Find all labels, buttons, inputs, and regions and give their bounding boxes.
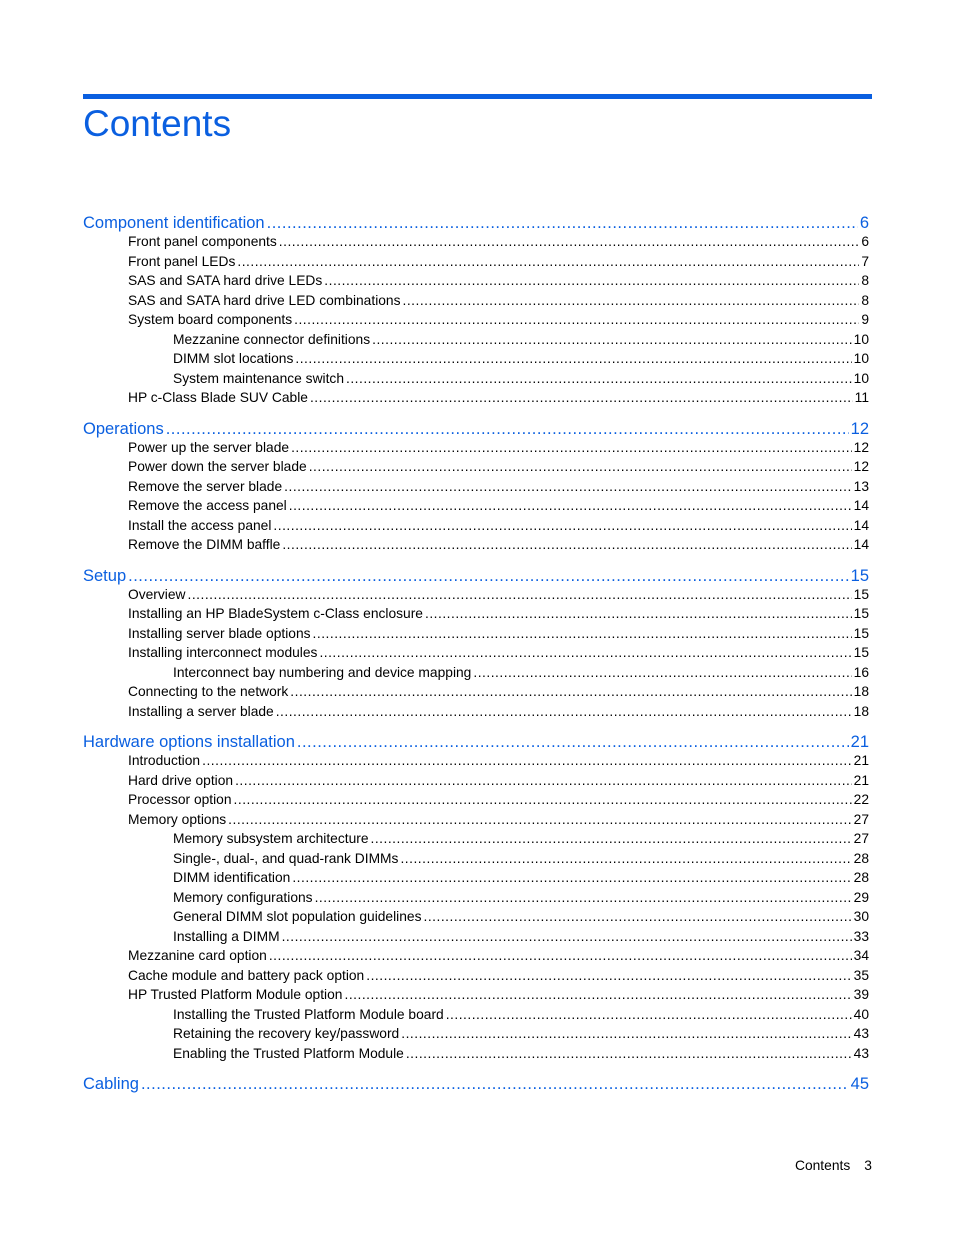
toc-section-entry[interactable] — [83, 293, 869, 313]
toc-entry-title: Processor option — [128, 792, 232, 807]
toc-dot-leader — [128, 567, 849, 586]
toc-section-entry[interactable] — [83, 626, 869, 646]
toc-dot-leader — [235, 773, 852, 788]
toc-dot-leader — [400, 851, 851, 866]
toc-entry-title: Overview — [128, 586, 186, 602]
toc-entry-page: 30 — [853, 909, 869, 924]
toc-entry-title: Remove the access panel — [128, 498, 287, 513]
toc-entry-title: Installing the Trusted Platform Module board — [173, 1006, 444, 1022]
toc-chapter-entry[interactable] — [83, 567, 869, 587]
toc-entry-title: Power up the server blade — [128, 439, 290, 455]
toc-section-entry[interactable] — [83, 987, 869, 1007]
toc-entry-page: 34 — [853, 948, 869, 963]
toc-dot-leader — [166, 420, 849, 439]
toc-entry-page: 10 — [853, 331, 869, 347]
toc-section-entry[interactable] — [83, 498, 869, 518]
toc-entry-page: 12 — [853, 439, 869, 455]
toc-entry-page: 22 — [853, 792, 869, 807]
toc-section-entry[interactable] — [83, 684, 869, 704]
toc-entry-title: Operations — [83, 419, 164, 438]
toc-dot-leader — [282, 537, 851, 552]
toc-entry-title: Memory subsystem architecture — [173, 831, 369, 846]
page-title: Contents — [83, 103, 232, 144]
page-footer — [795, 1158, 872, 1173]
toc-dot-leader — [372, 332, 852, 347]
toc-dot-leader — [366, 968, 851, 983]
toc-section-entry[interactable] — [83, 273, 869, 293]
table-of-contents — [83, 214, 869, 1095]
toc-dot-leader — [344, 987, 851, 1002]
toc-section-entry[interactable] — [83, 645, 869, 665]
toc-entry-title: Installing a DIMM — [173, 928, 280, 944]
toc-dot-leader — [273, 518, 851, 533]
toc-entry-page: 13 — [853, 478, 869, 494]
toc-entry-page: 15 — [853, 606, 869, 621]
toc-entry-title: Installing an HP BladeSystem c-Class enclosure — [128, 606, 423, 621]
toc-entry-page: 16 — [853, 664, 869, 680]
toc-dot-leader — [279, 234, 860, 249]
toc-entry-title: General DIMM slot population guidelines — [173, 909, 422, 924]
footer-label: Contents — [795, 1158, 851, 1173]
toc-entry-title: Introduction — [128, 753, 201, 768]
toc-entry-title: Memory options — [128, 811, 227, 827]
toc-dot-leader — [473, 665, 851, 680]
toc-entry-page: 15 — [853, 645, 869, 660]
toc-section-entry[interactable] — [83, 518, 869, 538]
toc-dot-leader — [289, 498, 852, 513]
toc-dot-leader — [297, 733, 849, 752]
toc-subsection-entry[interactable] — [83, 870, 869, 890]
toc-entry-title: Remove the DIMM baffle — [128, 537, 281, 552]
toc-entry-title: System maintenance switch — [173, 370, 344, 386]
toc-subsection-entry[interactable] — [83, 909, 869, 929]
toc-dot-leader — [284, 479, 851, 494]
toc-dot-leader — [313, 626, 852, 641]
toc-dot-leader — [346, 371, 852, 386]
toc-entry-title: Hardware options installation — [83, 733, 295, 751]
toc-section-entry[interactable] — [83, 812, 869, 832]
toc-entry-page: 43 — [853, 1026, 869, 1041]
toc-dot-leader — [403, 293, 860, 308]
header-rule — [83, 94, 872, 99]
toc-entry-title: System board components — [128, 312, 293, 327]
toc-entry-title: SAS and SATA hard drive LEDs — [128, 273, 323, 288]
toc-dot-leader — [310, 390, 853, 405]
toc-entry-title: Cache module and battery pack option — [128, 967, 365, 983]
toc-dot-leader — [406, 1046, 852, 1061]
toc-entry-title: DIMM identification — [173, 870, 291, 885]
toc-entry-page: 35 — [853, 967, 869, 983]
toc-entry-page: 21 — [850, 733, 869, 751]
toc-section-entry[interactable] — [83, 390, 869, 410]
toc-chapter-entry[interactable] — [83, 733, 869, 753]
toc-subsection-entry[interactable] — [83, 371, 869, 391]
toc-dot-leader — [292, 870, 851, 885]
toc-subsection-entry[interactable] — [83, 851, 869, 871]
toc-section-entry[interactable] — [83, 459, 869, 479]
toc-entry-page: 7 — [861, 253, 869, 269]
toc-entry-page: 28 — [853, 850, 869, 866]
toc-entry-title: HP Trusted Platform Module option — [128, 987, 343, 1002]
toc-section-entry[interactable] — [83, 968, 869, 988]
toc-entry-page: 6 — [861, 234, 869, 249]
toc-dot-leader — [234, 792, 852, 807]
toc-entry-title: Remove the server blade — [128, 478, 283, 494]
toc-section-entry[interactable] — [83, 440, 869, 460]
toc-section-entry[interactable] — [83, 948, 869, 968]
toc-section-entry[interactable] — [83, 792, 869, 812]
toc-dot-leader — [371, 831, 852, 846]
toc-dot-leader — [188, 587, 852, 602]
toc-entry-page: 40 — [853, 1006, 869, 1022]
toc-entry-page: 8 — [861, 292, 869, 308]
toc-dot-leader — [141, 1075, 849, 1094]
toc-chapter-entry[interactable] — [83, 420, 869, 440]
toc-entry-page: 15 — [853, 625, 869, 641]
toc-dot-leader — [290, 684, 851, 699]
toc-subsection-entry[interactable] — [83, 831, 869, 851]
footer-page-number: 3 — [864, 1158, 872, 1173]
toc-subsection-entry[interactable] — [83, 332, 869, 352]
toc-section-entry[interactable] — [83, 753, 869, 773]
toc-entry-page: 15 — [850, 566, 869, 585]
toc-subsection-entry[interactable] — [83, 665, 869, 685]
toc-chapter-entry[interactable] — [83, 214, 869, 234]
toc-entry-page: 43 — [853, 1045, 869, 1061]
toc-dot-leader — [291, 440, 852, 455]
toc-dot-leader — [295, 351, 851, 366]
toc-entry-title: DIMM slot locations — [173, 351, 294, 366]
toc-entry-title: SAS and SATA hard drive LED combinations — [128, 292, 401, 308]
toc-entry-page: 45 — [850, 1075, 869, 1093]
toc-section-entry[interactable] — [83, 773, 869, 793]
toc-section-entry[interactable] — [83, 234, 869, 254]
toc-subsection-entry[interactable] — [83, 1046, 869, 1066]
toc-dot-leader — [423, 909, 851, 924]
toc-entry-title: Installing interconnect modules — [128, 645, 318, 660]
toc-section-entry[interactable] — [83, 606, 869, 626]
toc-entry-title: Hard drive option — [128, 772, 234, 788]
toc-entry-page: 14 — [853, 537, 869, 552]
toc-entry-title: Cabling — [83, 1075, 139, 1093]
toc-entry-page: 8 — [861, 273, 869, 288]
toc-entry-title: Memory configurations — [173, 889, 313, 905]
toc-entry-page: 27 — [853, 811, 869, 827]
toc-dot-leader — [309, 459, 852, 474]
toc-entry-page: 21 — [853, 772, 869, 788]
toc-dot-leader — [425, 606, 852, 621]
toc-section-entry[interactable] — [83, 587, 869, 607]
toc-entry-page: 11 — [854, 390, 869, 405]
toc-dot-leader — [324, 273, 859, 288]
toc-subsection-entry[interactable] — [83, 1007, 869, 1027]
toc-entry-title: Front panel components — [128, 234, 277, 249]
toc-section-entry[interactable] — [83, 254, 869, 274]
toc-entry-page: 9 — [861, 312, 869, 327]
toc-entry-title: HP c-Class Blade SUV Cable — [128, 390, 308, 405]
toc-entry-page: 21 — [853, 753, 869, 768]
toc-entry-title: Install the access panel — [128, 517, 272, 533]
toc-dot-leader — [319, 645, 851, 660]
toc-entry-title: Interconnect bay numbering and device mapping — [173, 664, 472, 680]
toc-chapter-entry[interactable] — [83, 1075, 869, 1095]
toc-dot-leader — [294, 312, 859, 327]
toc-entry-title: Enabling the Trusted Platform Module — [173, 1045, 404, 1061]
toc-entry-page: 12 — [850, 419, 869, 438]
toc-entry-title: Power down the server blade — [128, 459, 307, 474]
toc-entry-page: 28 — [853, 870, 869, 885]
toc-dot-leader — [315, 890, 852, 905]
toc-entry-title: Single-, dual-, and quad-rank DIMMs — [173, 850, 399, 866]
toc-entry-page: 29 — [853, 889, 869, 905]
toc-entry-title: Mezzanine card option — [128, 948, 267, 963]
toc-section-entry[interactable] — [83, 312, 869, 332]
toc-dot-leader — [276, 704, 852, 719]
toc-entry-page: 10 — [853, 351, 869, 366]
toc-dot-leader — [202, 753, 852, 768]
toc-entry-page: 14 — [853, 517, 869, 533]
toc-subsection-entry[interactable] — [83, 929, 869, 949]
toc-dot-leader — [401, 1026, 851, 1041]
toc-dot-leader — [237, 254, 859, 269]
toc-entry-page: 18 — [853, 684, 869, 699]
toc-entry-title: Setup — [83, 566, 127, 585]
toc-entry-page: 39 — [853, 987, 869, 1002]
toc-dot-leader — [228, 812, 851, 827]
toc-section-entry[interactable] — [83, 537, 869, 557]
toc-entry-title: Component identification — [83, 214, 265, 232]
toc-dot-leader — [446, 1007, 852, 1022]
toc-dot-leader — [282, 929, 852, 944]
toc-section-entry[interactable] — [83, 704, 869, 724]
toc-dot-leader — [267, 214, 858, 233]
toc-section-entry[interactable] — [83, 479, 869, 499]
toc-entry-page: 18 — [853, 703, 869, 719]
toc-subsection-entry[interactable] — [83, 1026, 869, 1046]
toc-entry-title: Mezzanine connector definitions — [173, 331, 371, 347]
toc-dot-leader — [269, 948, 852, 963]
toc-entry-page: 6 — [859, 214, 869, 232]
toc-entry-page: 15 — [853, 586, 869, 602]
toc-subsection-entry[interactable] — [83, 351, 869, 371]
toc-entry-title: Installing server blade options — [128, 625, 311, 641]
toc-entry-page: 10 — [853, 370, 869, 386]
toc-entry-title: Connecting to the network — [128, 684, 289, 699]
toc-entry-page: 12 — [853, 459, 869, 474]
toc-entry-title: Installing a server blade — [128, 703, 274, 719]
toc-entry-page: 14 — [853, 498, 869, 513]
toc-subsection-entry[interactable] — [83, 890, 869, 910]
toc-entry-title: Front panel LEDs — [128, 253, 236, 269]
toc-entry-page: 27 — [853, 831, 869, 846]
toc-entry-page: 33 — [853, 928, 869, 944]
toc-entry-title: Retaining the recovery key/password — [173, 1026, 400, 1041]
